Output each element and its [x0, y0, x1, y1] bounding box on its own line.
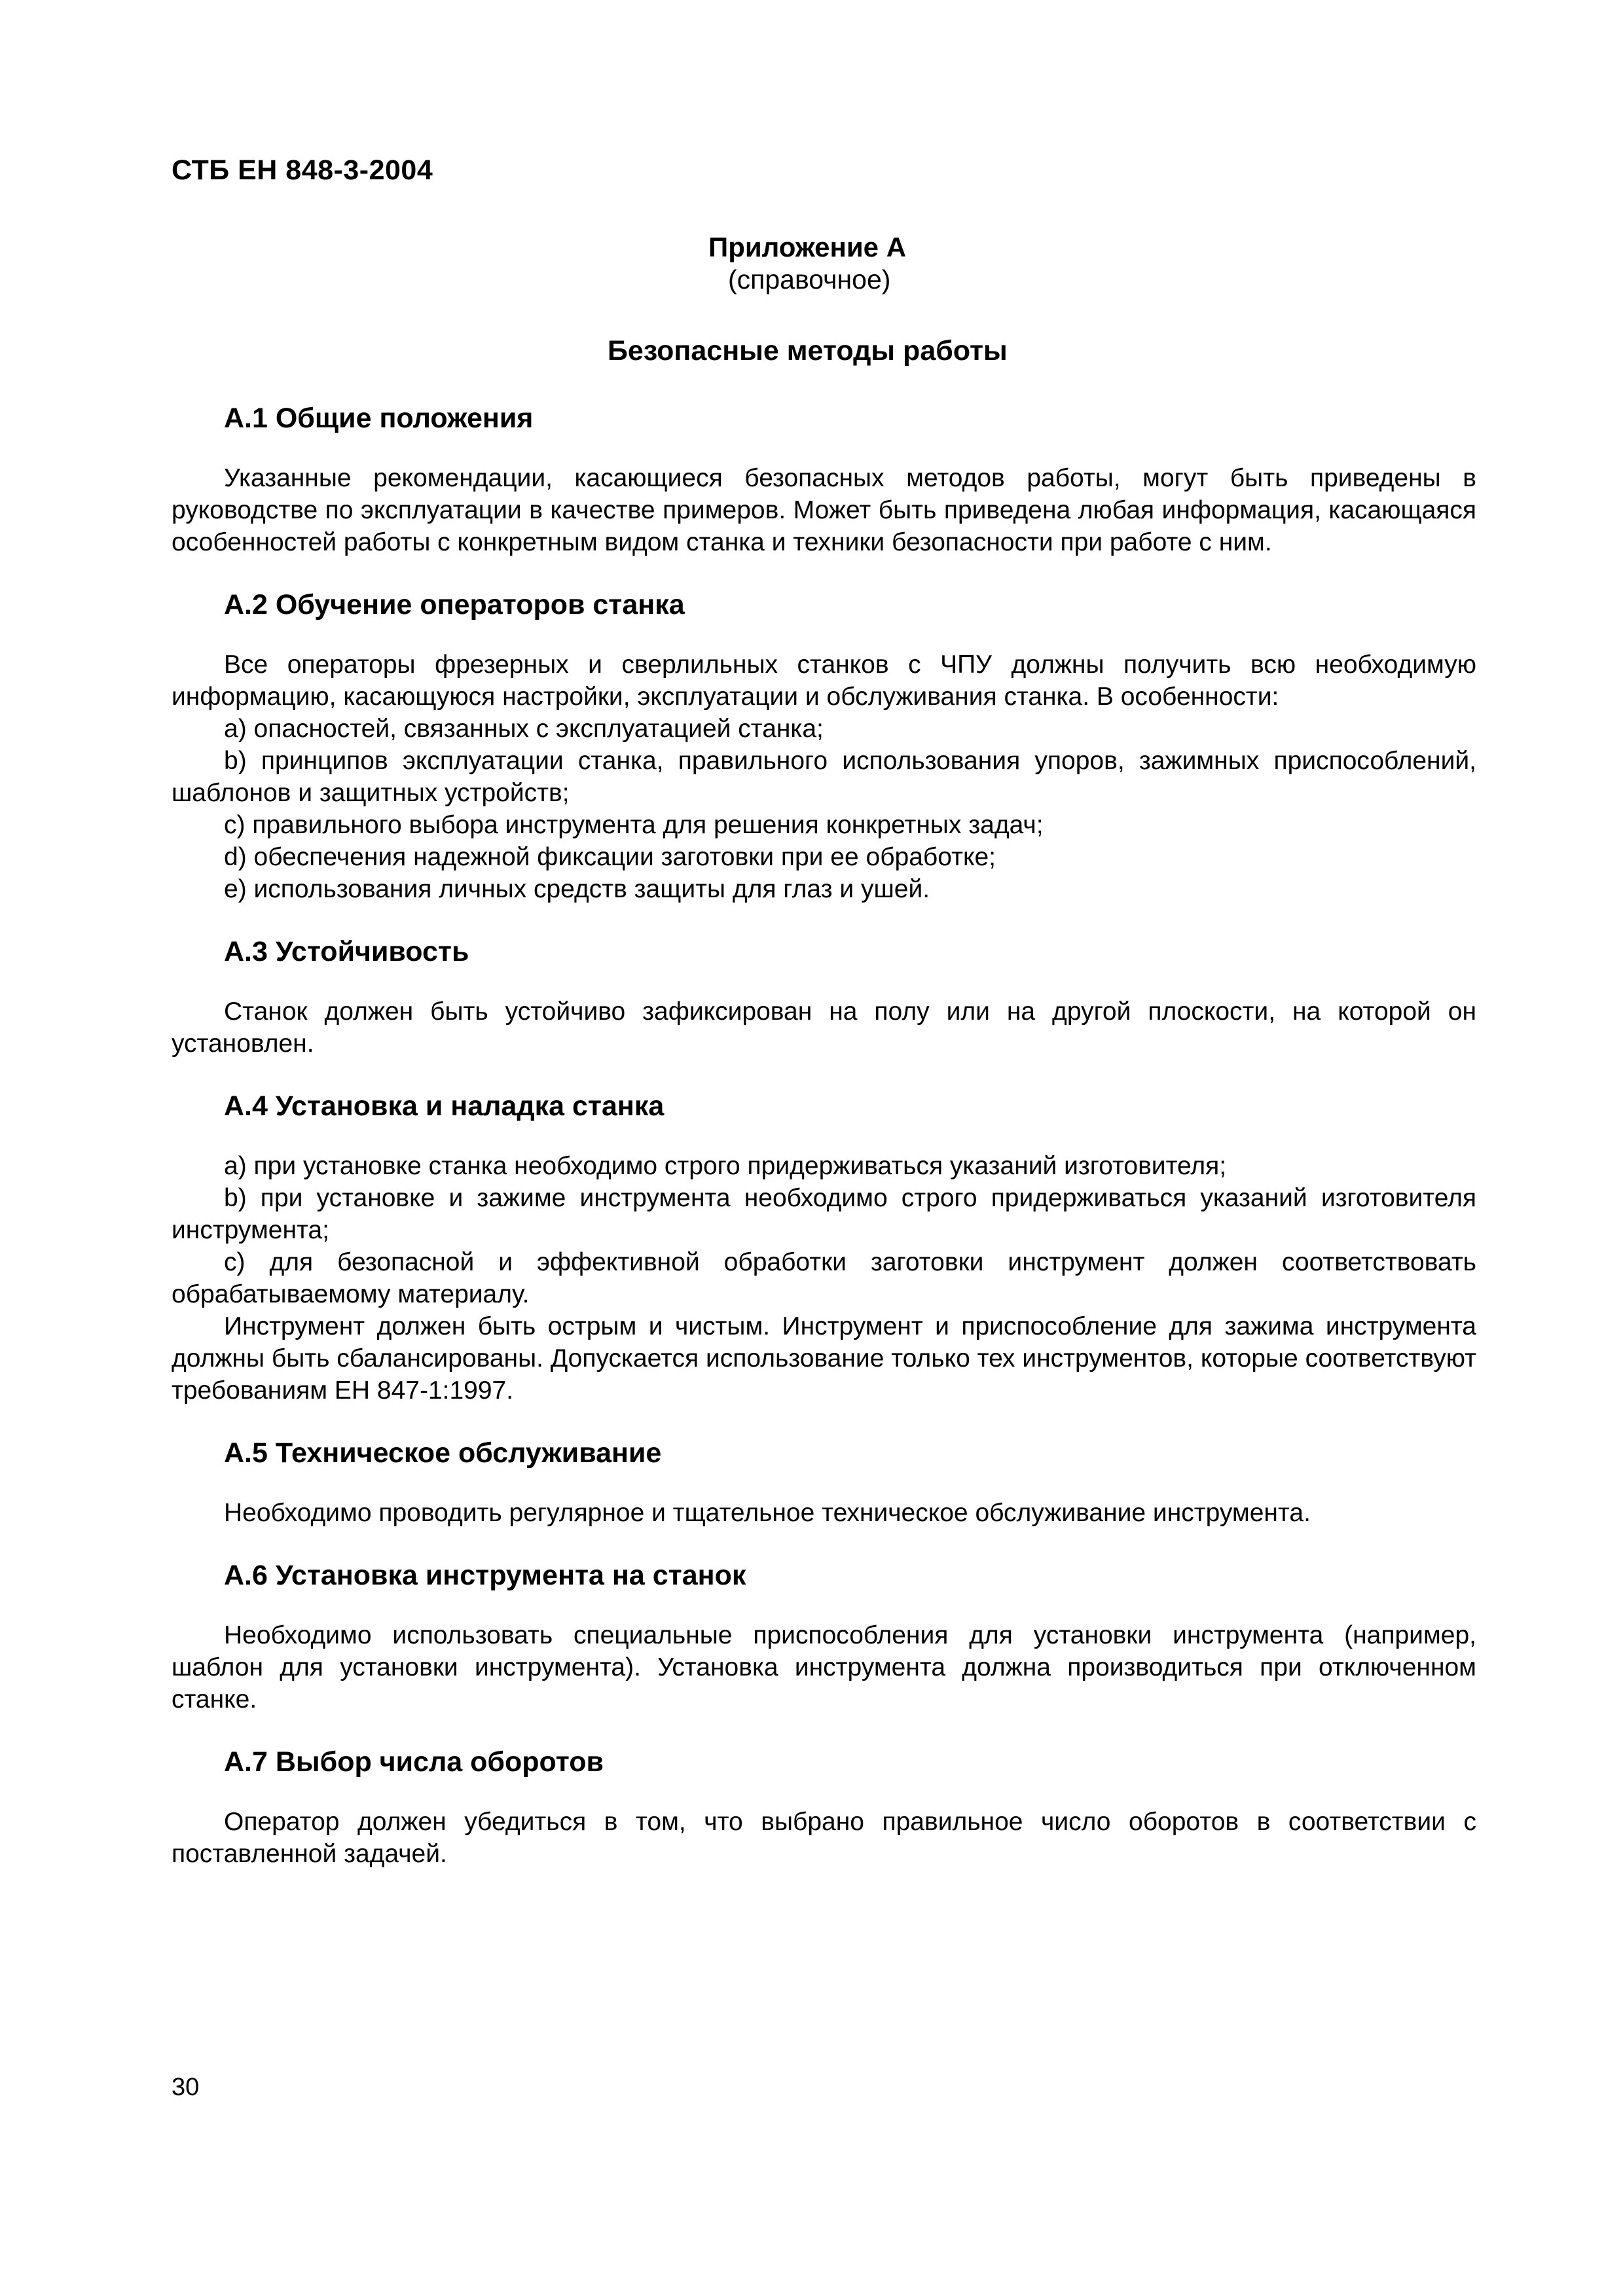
paragraph: Оператор должен убедиться в том, что выбрано правильное число оборотов в соответствии с поставленной задачей.	[172, 1808, 1476, 1868]
list-item: c) правильного выбора инструмента для решения конкретных задач;	[224, 811, 1044, 839]
document-code: СТБ ЕН 848-3-2004	[172, 154, 433, 186]
section-a7	[172, 1744, 1476, 1870]
document-body	[172, 401, 1476, 1899]
list-item: b) принципов эксплуатации станка, правильного использования упоров, зажимных приспособлений, шаблонов и защитных устройств;	[172, 747, 1476, 807]
paragraph: Станок должен быть устойчиво зафиксирован на полу или на другой плоскости, на которой он установлен.	[172, 997, 1476, 1058]
paragraph: Необходимо проводить регулярное и тщательное техническое обслуживание инструмента.	[224, 1499, 1311, 1527]
section-title: А.7 Выбор числа оборотов	[224, 1746, 604, 1778]
section-a1	[172, 401, 1476, 558]
section-title: А.3 Устойчивость	[224, 936, 469, 967]
list-item: b) при установке и зажиме инструмента необходимо строго придерживаться указаний изготовителя инструмента;	[172, 1184, 1476, 1244]
section-title: А.1 Общие положения	[224, 403, 534, 434]
list-item: c) для безопасной и эффективной обработки заготовки инструмент должен соответствовать обрабатываемому материалу.	[172, 1248, 1476, 1308]
section-a3	[172, 934, 1476, 1060]
section-title: А.6 Установка инструмента на станок	[224, 1560, 746, 1591]
list-item: d) обеспечения надежной фиксации заготовки при ее обработке;	[224, 843, 996, 871]
paragraph: Необходимо использовать специальные приспособления для установки инструмента (например, шаблон для установки инструмента). Установка инструмента должна производиться при отключенном станке.	[172, 1621, 1476, 1713]
paragraph: Указанные рекомендации, касающиеся безопасных методов работы, могут быть приведены в руководстве по эксплуатации в качестве примеров. Может быть приведена любая информация, касающаяся особенностей работы с конкретным видом станка и техники безопасности при работе с ним.	[172, 464, 1476, 556]
annex-heading: Безопасные методы работы	[608, 335, 1008, 367]
paragraph: Инструмент должен быть острым и чистым. Инструмент и приспособление для зажима инструмента должны быть сбалансированы. Допускается использование только тех инструментов, которые соответствуют требованиям ЕН 847-1:1997.	[172, 1312, 1476, 1405]
paragraph: Все операторы фрезерных и сверлильных станков с ЧПУ должны получить всю необходимую информацию, касающуюся настройки, эксплуатации и обслуживания станка. В особенности:	[172, 651, 1476, 711]
section-title: А.4 Установка и наладка станка	[224, 1090, 665, 1122]
section-title: А.5 Техническое обслуживание	[224, 1437, 662, 1469]
annex-title: Приложение А	[708, 232, 907, 262]
section-a6	[172, 1558, 1476, 1715]
section-a2	[172, 587, 1476, 905]
section-a5	[172, 1435, 1476, 1529]
list-item: а) при установке станка необходимо строго придерживаться указаний изготовителя;	[224, 1152, 1227, 1180]
list-item: а) опасностей, связанных с эксплуатацией станка;	[224, 715, 824, 743]
list-item: e) использования личных средств защиты для глаз и ушей.	[224, 875, 930, 903]
page-number: 30	[172, 2073, 200, 2101]
annex-type: (справочное)	[728, 264, 891, 295]
section-a4	[172, 1088, 1476, 1407]
section-title: А.2 Обучение операторов станка	[224, 589, 685, 620]
